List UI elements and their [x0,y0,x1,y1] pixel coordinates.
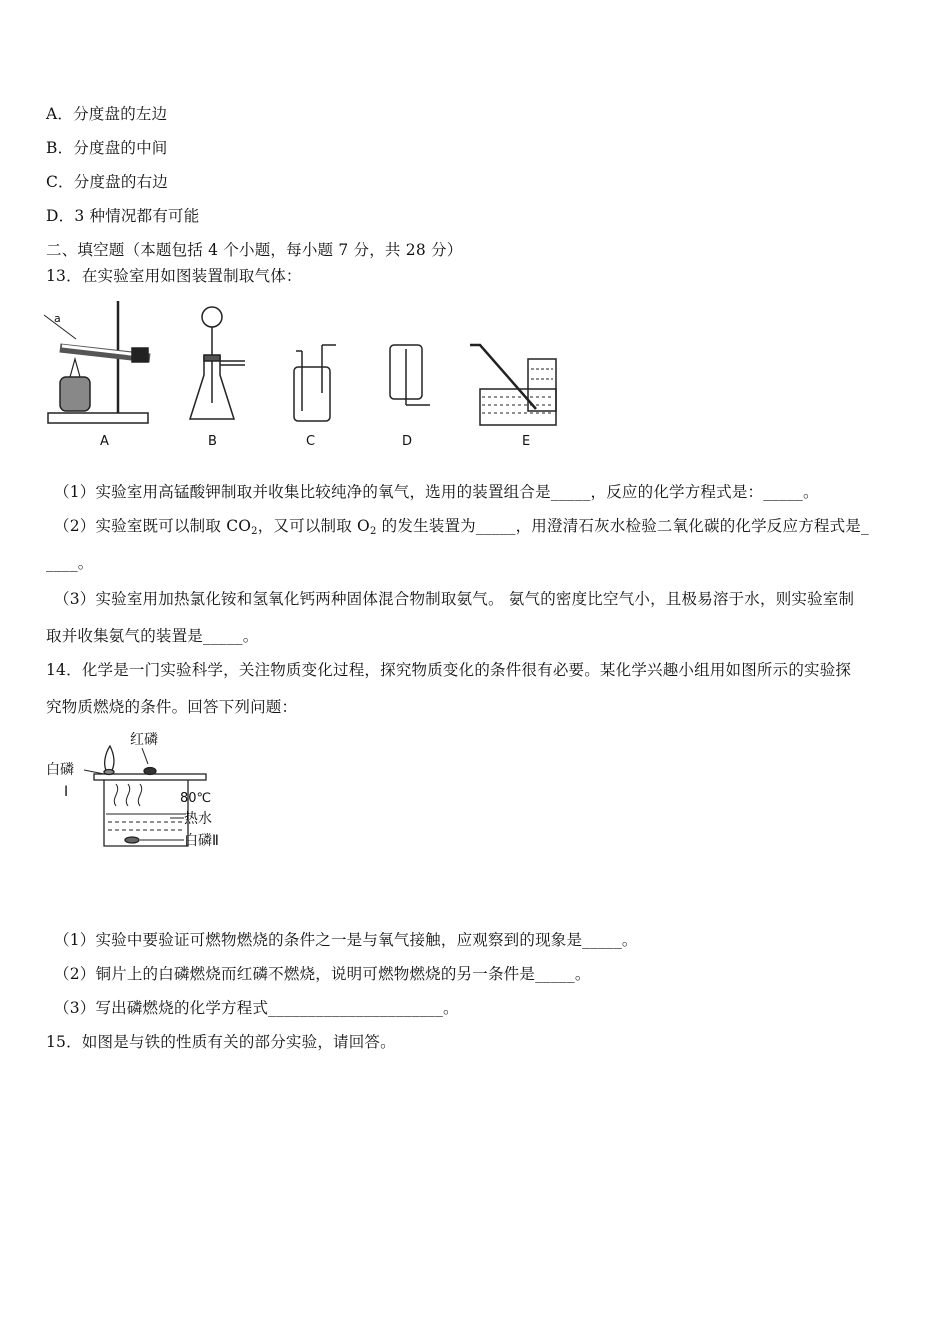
red-p [144,768,156,775]
option-text: 分度盘的左边 [73,105,168,123]
option-letter: B． [46,139,74,157]
q14-part2: （2）铜片上的白磷燃烧而红磷不燃烧，说明可燃物燃烧的另一条件是_____。 [54,965,591,983]
alcohol-lamp [60,377,90,411]
stand-base [48,413,148,423]
q14-stem-b: 究物质燃烧的条件。回答下列问题： [46,698,298,716]
label-d: D [402,434,413,449]
option-text: 3 种情况都有可能 [74,207,200,225]
option-a [46,102,167,124]
q14-combustion-figure [44,726,244,852]
white-p-label: 白磷 [46,762,74,778]
subscript: 2 [369,526,377,537]
label-b: B [208,434,217,449]
option-letter: C． [46,173,74,191]
q14-part1: （1）实验中要验证可燃物燃烧的条件之一是与氧气接触，应观察到的现象是_____。 [54,931,638,949]
section-title: 二、填空题（本题包括 4 个小题，每小题 7 分，共 28 分） [46,241,463,259]
white-p-2 [125,837,139,843]
temp-label: 80℃ [180,791,212,806]
q15-stem: 15．如图是与铁的性质有关的部分实验，请回答。 [46,1033,396,1051]
option-text: 分度盘的右边 [73,173,168,191]
beaker [104,780,188,846]
option-letter: A． [46,105,74,123]
roman-1-label: I [64,784,69,800]
option-b [46,136,168,158]
red-p-label: 红磷 [130,732,158,748]
apparatus-b [190,307,245,419]
q13-part2-a: （2）实验室既可以制取 CO [54,517,252,535]
q13-part3-b: 取并收集氨气的装置是_____。 [46,627,259,645]
q13-stem: 13．在实验室用如图装置制取气体： [46,267,302,285]
q13-part2-b: ，又可以制取 O [257,517,370,535]
tube-label: a [54,312,61,325]
flame-icon [105,746,114,772]
option-d [46,204,199,226]
q13-part3-a: （3）实验室用加热氯化铵和氢氧化钙两种固体混合物制取氨气。 氨气的密度比空气小，且极易溶于水，则实验室制 [54,590,855,608]
apparatus-c [294,345,336,421]
q13-part1: （1）实验室用高锰酸钾制取并收集比较纯净的氧气，选用的装置组合是_____，反应的化学方程式是：_____。 [54,483,819,501]
apparatus-d [390,345,430,405]
option-letter: D． [46,207,75,225]
q13-part2-cont: ____。 [46,554,94,572]
white-p-2-label: 白磷Ⅱ [184,833,219,849]
label-a: A [100,434,109,449]
stopper [132,348,148,362]
apparatus-e [470,345,556,425]
label-c: C [306,434,316,449]
q13-apparatus-figure [40,293,585,453]
q14-stem-a: 14．化学是一门实验科学，关注物质变化过程，探究物质变化的条件很有必要。某化学兴趣小组用如图所示的实验探 [46,661,852,679]
subscript: 2 [251,526,258,537]
option-text: 分度盘的中间 [73,139,168,157]
option-c [46,170,168,192]
q13-part2-c: 的发生装置为_____，用澄清石灰水检验二氧化碳的化学反应方程式是_ [376,517,869,535]
q14-part3: （3）写出磷燃烧的化学方程式______________________。 [54,999,459,1017]
flame-icon [70,359,80,377]
q13-part2 [54,514,869,536]
hot-water-label: 热水 [184,811,212,827]
label-e: E [522,434,531,449]
